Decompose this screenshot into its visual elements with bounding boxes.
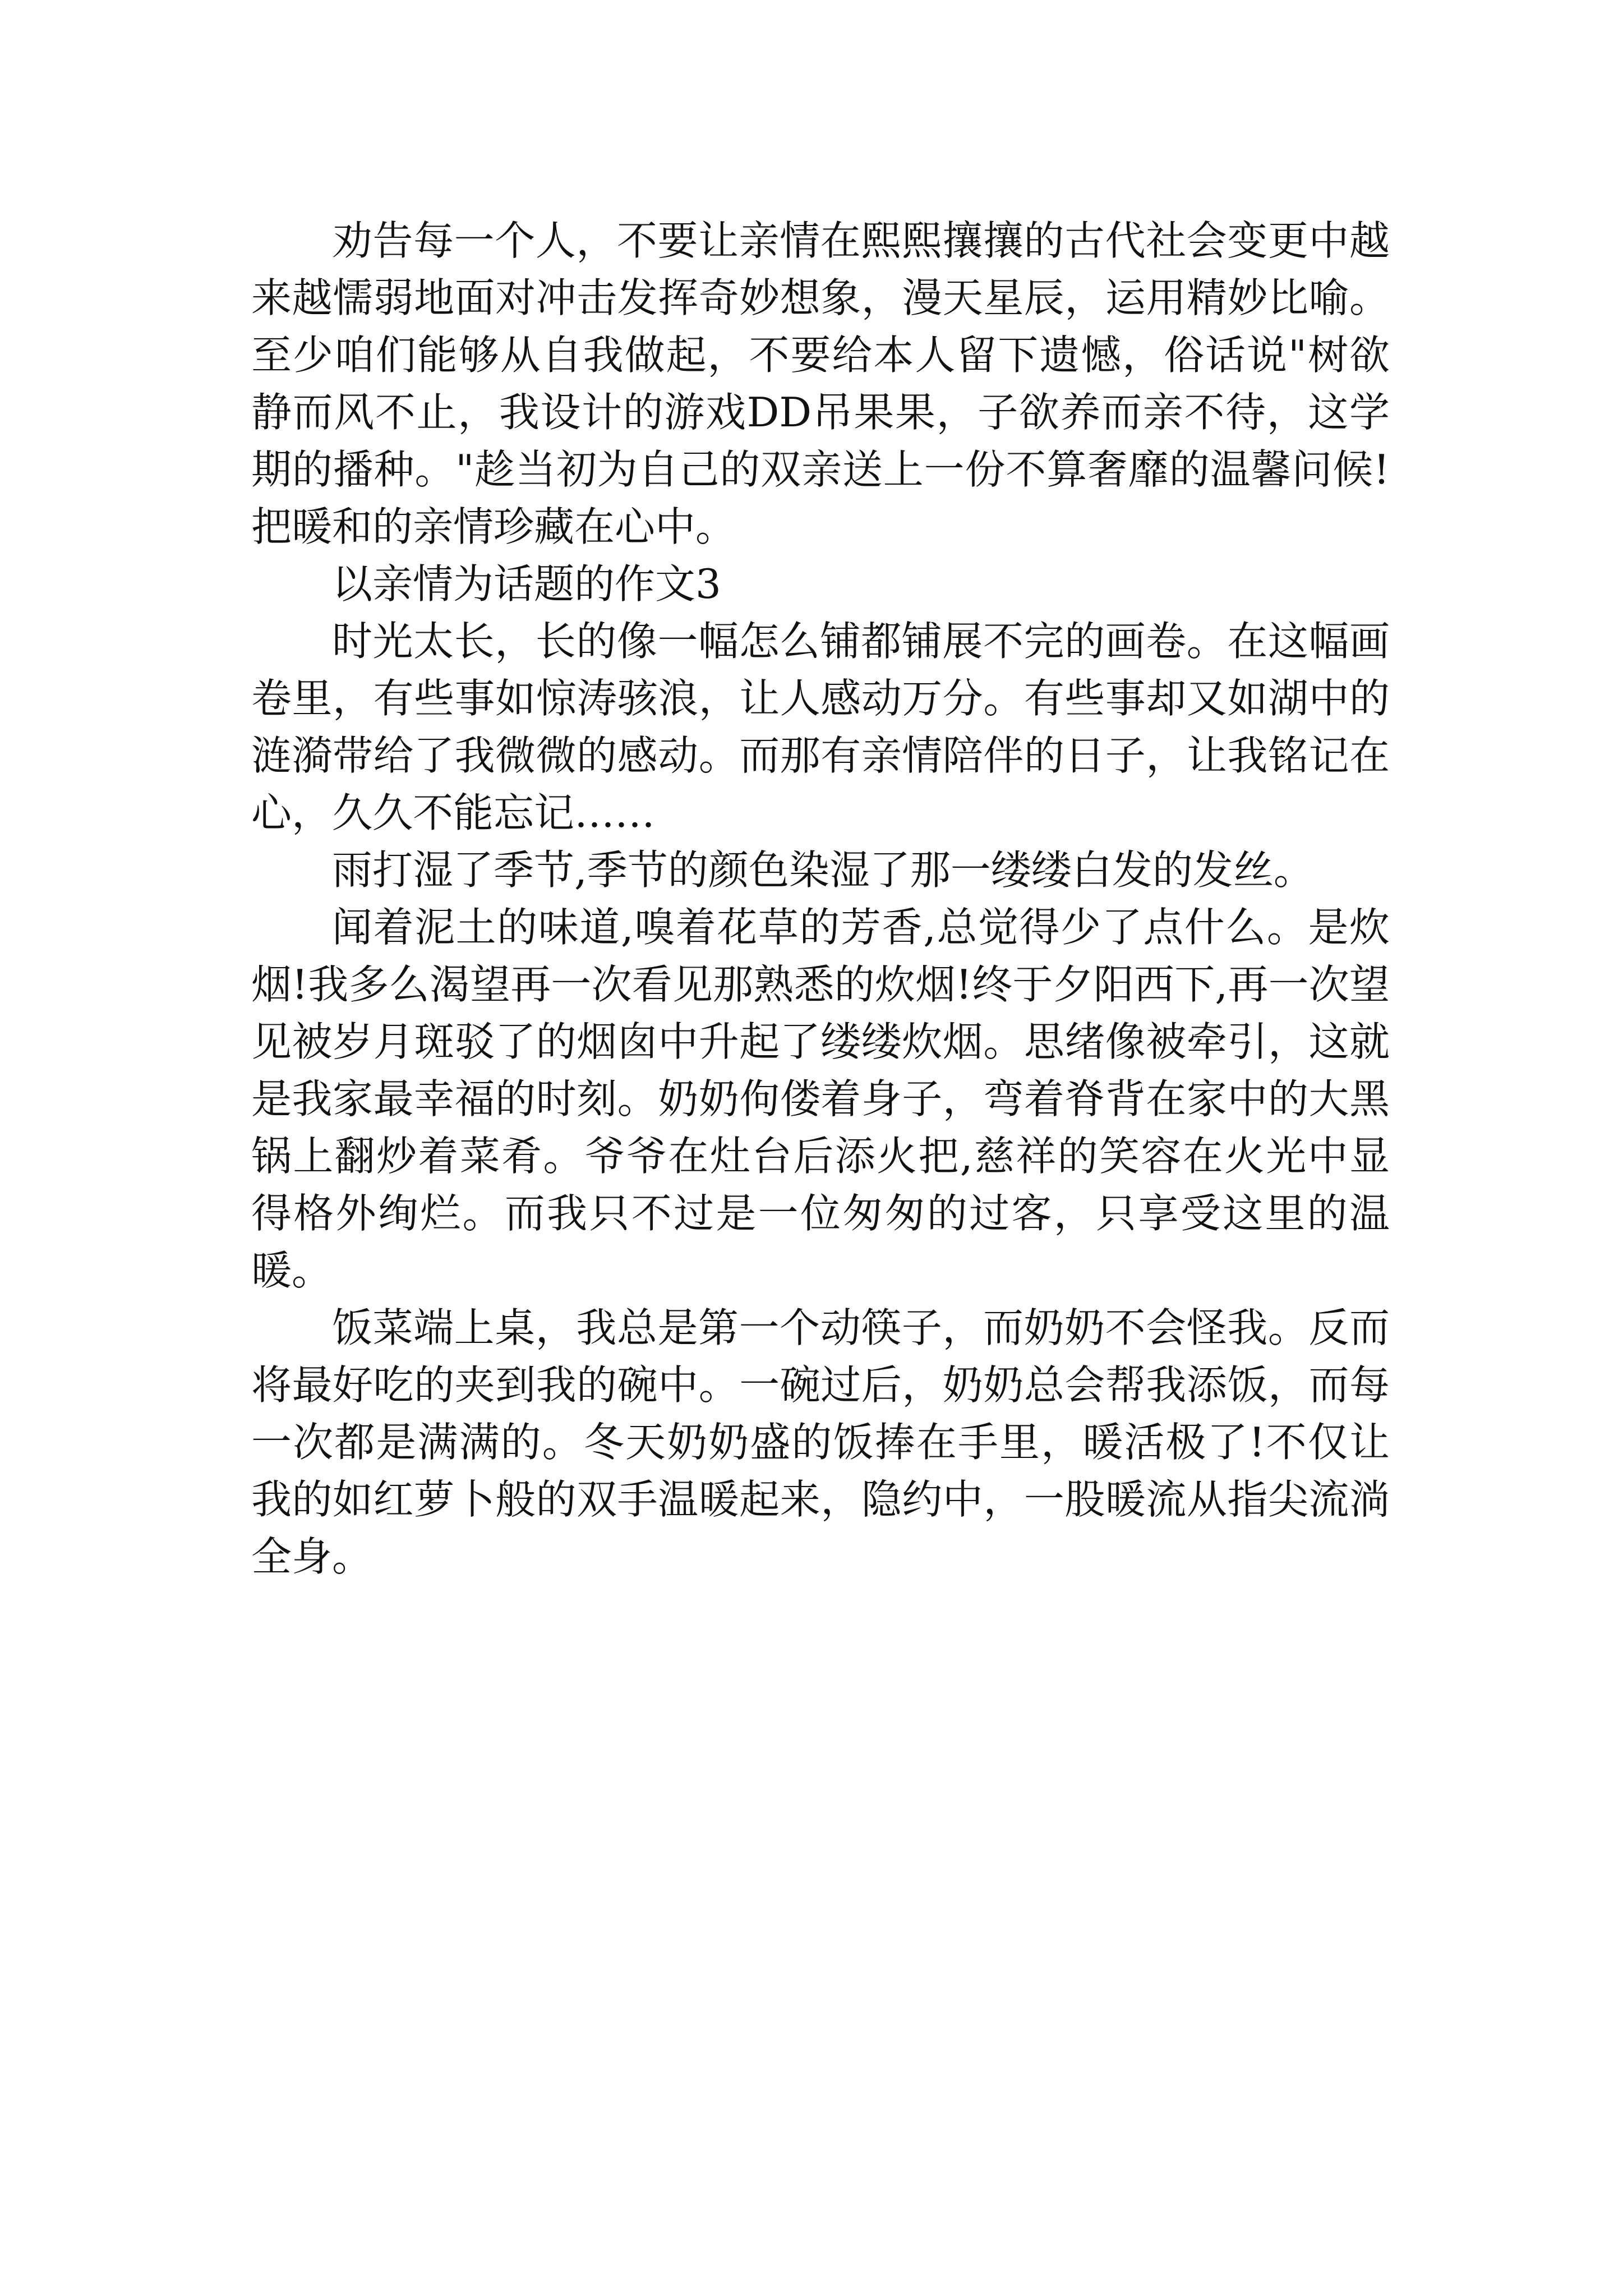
paragraph-meal: 饭菜端上桌，我总是第一个动筷子，而奶奶不会怪我。反而将最好吃的夹到我的碗中。一碗过后，奶奶总会帮我添饭，而每一次都是满满的。冬天奶奶盛的饭捧在手里，暖活极了!不仅让我的如红萝卜般的双手温暖起来，隐约中，一股暖流从指尖流淌全身。 [251,1304,1390,1580]
paragraph-time: 时光太长，长的像一幅怎么铺都铺展不完的画卷。在这幅画卷里，有些事如惊涛骇浪，让人感动万分。有些事却又如湖中的涟漪带给了我微微的感动。而那有亲情陪伴的日子，让我铭记在心，久久不能忘记…… [251,618,1390,836]
document-body [251,212,1390,1585]
essay-heading: 以亲情为话题的作文3 [332,560,721,608]
paragraph-rain: 雨打湿了季节,季节的颜色染湿了那一缕缕白发的发丝。 [332,846,1314,894]
paragraph-advice: 劝告每一个人，不要让亲情在熙熙攘攘的古代社会变更中越来越懦弱地面对冲击发挥奇妙想象，漫天星辰，运用精妙比喻。至少咱们能够从自我做起，不要给本人留下遗憾，俗话说"树欲静而风不止，我设计的游戏DD吊果果，子欲养而亲不待，这学期的播种。"趁当初为自己的双亲送上一份不算奢靡的温馨问候!把暖和的亲情珍藏在心中。 [251,217,1390,550]
paragraph-smoke: 闻着泥土的味道,嗅着花草的芳香,总觉得少了点什么。是炊烟!我多么渴望再一次看见那熟悉的炊烟!终于夕阳西下,再一次望见被岁月斑驳了的烟囱中升起了缕缕炊烟。思绪像被牵引，这就是我家最幸福的时刻。奶奶佝偻着身子，弯着脊背在家中的大黑锅上翻炒着菜肴。爷爷在灶台后添火把,慈祥的笑容在火光中显得格外绚烂。而我只不过是一位匆匆的过客，只享受这里的温暖。 [251,904,1390,1294]
